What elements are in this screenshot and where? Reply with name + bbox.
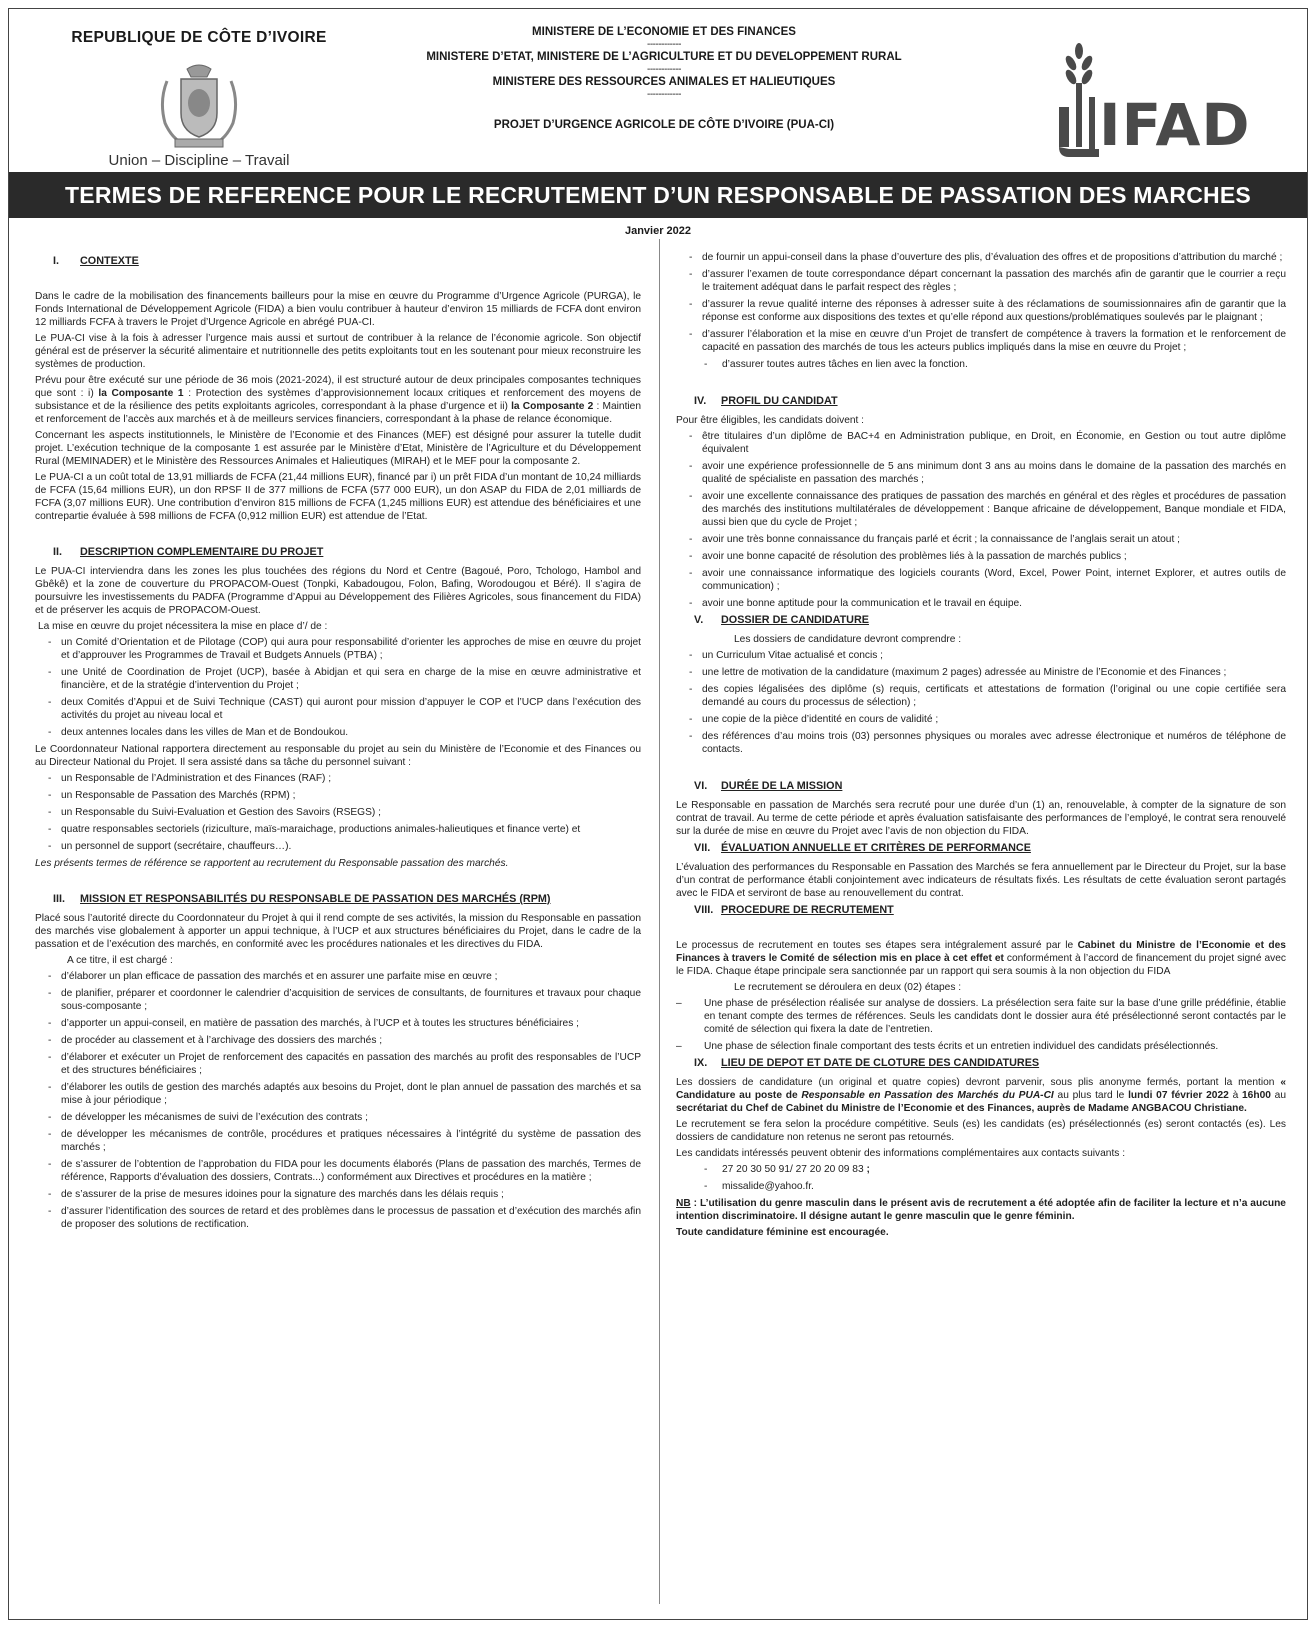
governance-list [35,636,641,739]
paragraph: L’évaluation des performances du Responsable en Passation des Marchés se fera annuellement par le Directeur du Projet, sur la base d’un contrat de performance établi conjointement avec indicateurs de résultats fixés. Les résultats de cette évaluation seront partagés avec le FIDA et serviront de base au renouvellement du contrat. [676,862,1286,899]
paragraph: Le PUA-CI interviendra dans les zones les plus touchées des régions du Nord et Centre (Bagoué, Poro, Tchologo, Hambol and Gbêkê) et la zone de couverture du PROPACOM-Ouest (Tonpki, Kabadougou, Folon, Bafing, Worodougou et Béré). Il s’agira de poursuivre les investissements du PADFA (Programme d’Appui au Développement des Filières Agricoles, sous financement du FIDA) et de préserver les acquis de PROPACOM-Ouest. [35,566,641,616]
section-heading: IV. PROFIL DU CANDIDAT [694,395,838,407]
list-item: – Une phase de sélection finale comportant des tests écrits et un entretien individuel des candidats présélectionnés. [676,1040,1286,1053]
responsibilities-list-continued [676,251,1286,354]
coat-of-arms-icon [157,61,241,153]
paragraph: Le PUA-CI a un coût total de 13,91 milliards de FCFA (21,44 millions EUR), financé par i) un prêt FIDA d’un montant de 10,24 milliards de FCFA (15,64 millions EUR), un don RPSF II de 377 millions de FCFA (577 000 EUR), un don ASAP du FIDA de 2,01 milliards de FCFA (3,07 millions EUR). Une contribution d’environ 815 millions de FCFA (1,245 millions EUR) est attendue des bénéficiaires et une contrepartie évaluée à 598 millions de FCFA (0,912 million EUR) est attendue de l’Etat. [35,472,641,522]
responsibilities-list-last [676,358,1286,371]
section-heading: II. DESCRIPTION COMPLEMENTAIRE DU PROJET [53,546,324,558]
paragraph: Dans le cadre de la mobilisation des financements bailleurs pour la mise en œuvre du Programme d’Urgence Agricole (PURGA), le Fonds International de Développement Agricole (FIDA) a bien voulu contribuer à hauteur d’environ 15 milliards de FCFA dont environ 12 milliards FCFA à travers le Projet d’Urgence Agricole en abrégé PUA-CI. [35,291,641,328]
list-item: - une lettre de motivation de la candidature (maximum 2 pages) adressée au Ministre de l’Economie et des Finances ; [676,666,1286,679]
staff-list [35,772,641,853]
section-heading: III. MISSION ET RESPONSABILITÉS DU RESPONSABLE DE PASSATION DES MARCHÉS (RPM) [53,893,551,905]
paragraph: Le processus de recrutement en toutes ses étapes sera intégralement assuré par le Cabinet du Ministre de l’Economie et des Finances à travers le Comité de sélection mis en place à cet effet et conformément à l’accord de financement du projet signé avec le FIDA. Chaque étape principale sera sanctionnée par un rapport qui sera soumis à la non objection du FIDA [676,940,1286,977]
list-item: - d’élaborer et exécuter un Projet de renforcement des capacités en passation des marchés au profit des responsables de l’UCP et des structures bénéficiaires ; [35,1051,641,1077]
responsibilities-list [35,970,641,1231]
paragraph: Les dossiers de candidature (un original et quatre copies) devront parvenir, sous plis anonyme fermés, portant la mention « Candidature au poste de Responsable en Passation des Marchés du PUA-CI au plus tard le lundi 07 février 2022 à 16h00 au secrétariat du Chef de Cabinet du Ministre de l’Economie et des Finances, auprès de Madame ANGBACOU Christiane. [676,1077,1287,1114]
paragraph: Le recrutement se déroulera en deux (02) étapes : [734,982,962,993]
separator: ------------ [647,89,681,100]
list-item: - de s’assurer de l’obtention de l’approbation du FIDA pour les documents élaborés (Plans de passation des marchés, Termes de référence, Rapports d’évaluation des dossiers, Contrats...) conformément aux Directives et procédures en la matière ; [35,1158,641,1184]
list-item: - une Unité de Coordination de Projet (UCP), basée à Abidjan et qui sera en charge de la mise en œuvre administrative et financière, et de la stratégie d’intervention du Projet ; [35,666,641,692]
list-item: - d’assurer toutes autres tâches en lien avec la fonction. [676,358,1286,371]
list-item: - avoir une bonne aptitude pour la communication et le travail en équipe. [676,597,1286,610]
list-item: - d’assurer l’identification des sources de retard et des problèmes dans le processus de passation et d’exécution des marchés afin de proposer des solutions de rectification. [35,1205,641,1231]
list-item: - être titulaires d’un diplôme de BAC+4 en Administration publique, en Droit, en Économie, en Gestion ou tout autre diplôme équivalent [676,430,1286,456]
republic-name: REPUBLIQUE DE CÔTE D’IVOIRE [71,29,327,46]
document-title: TERMES DE REFERENCE POUR LE RECRUTEMENT D’UN RESPONSABLE DE PASSATION DES MARCHES [9,172,1307,218]
list-item: - de fournir un appui-conseil dans la phase d’ouverture des plis, d’évaluation des offres et de propositions d’attribution du marché ; [676,251,1286,264]
section-heading: I. CONTEXTE [53,255,139,267]
paragraph: Concernant les aspects institutionnels, le Ministère de l’Economie et des Finances (MEF) est désigné pour assurer la tutelle dudit projet. L’exécution technique de la composante 1 est assurée par le Ministère d’Etat, Ministère de l’Agriculture et du Développement Rural (MEMINADER) et le Ministère des Ressources Animales et Halieutiques (MIRAH) et le MEF pour la composante 2. [35,430,641,467]
left-column [35,251,641,1235]
nb-note: NB : L’utilisation du genre masculin dans le présent avis de recrutement a été adoptée afin de faciliter la lecture et n’a aucune intention discriminatoire. Il désigne autant le genre masculin que le genre féminin. [676,1198,1286,1222]
paragraph: Prévu pour être exécuté sur une période de 36 mois (2021-2024), il est structuré autour de deux principales composantes techniques que sont : i) la Composante 1 : Protection des systèmes d’approvisionnement locaux critiques et renforcement des moyens de subsistance et de la résilience des petits exploitants agricoles, correspondant à la phase d’urgence et ii) la Composante 2 : Maintien et renforcement de l’accès aux marchés et à de meilleurs services financiers, correspondant à la phase de relance économique. [35,375,642,425]
list-item: - des références d’au moins trois (03) personnes physiques ou morales avec adresse électronique et numéros de téléphone de contacts. [676,730,1286,756]
list-item: - d’assurer l’élaboration et la mise en œuvre d’un Projet de transfert de compétence à travers la formation et le renforcement de capacité en passation des marchés de tous les acteurs publics impliqués dans la mise en œuvre du Projet ; [676,328,1286,354]
list-item: - d’assurer l’examen de toute correspondance départ concernant la passation des marchés afin de garantir que le courrier a reçu le traitement adéquat dans le parfait respect des règles ; [676,268,1286,294]
list-item: - deux Comités d’Appui et de Suivi Technique (CAST) qui auront pour mission d’appuyer le COP et l’UCP dans l’exécution des activités du projet au niveau local et [35,696,641,722]
ifad-logo-text: IFAD [1099,91,1251,159]
contact-email: - missalide@yahoo.fr. [676,1180,1286,1193]
paragraph: A ce titre, il est chargé : [67,955,173,966]
paragraph: Les dossiers de candidature devront comprendre : [734,634,962,645]
contact-phone: - 27 20 30 50 91/ 27 20 20 09 83 ; [676,1163,1286,1176]
ministry-economy: MINISTERE DE L’ECONOMIE ET DES FINANCES [532,26,796,38]
section-heading: V. DOSSIER DE CANDIDATURE [694,614,869,626]
list-item: - de développer les mécanismes de suivi de l’exécution des contrats ; [35,1111,641,1124]
list-item: - de s’assurer de la prise de mesures idoines pour la signature des marchés dans les délais requis ; [35,1188,641,1201]
document-header [9,9,1307,179]
list-item: - un Responsable du Suivi-Evaluation et Gestion des Savoirs (RSEGS) ; [35,806,641,819]
list-item: - deux antennes locales dans les villes de Man et de Bondoukou. [35,726,641,739]
document-page [8,8,1308,1620]
application-file-list [676,649,1286,756]
section-heading: VIII. PROCEDURE DE RECRUTEMENT [694,904,894,916]
paragraph: Pour être éligibles, les candidats doivent : [676,415,865,426]
separator: ------------ [647,64,681,75]
project-name: PROJET D’URGENCE AGRICOLE DE CÔTE D’IVOIRE (PUA-CI) [493,119,835,131]
list-item: - quatre responsables sectoriels (riziculture, maïs-maraichage, productions animales-halieutiques et finance verte) et [35,823,641,836]
list-item: - d’élaborer un plan efficace de passation des marchés et en assurer une parfaite mise en œuvre ; [35,970,641,983]
list-item: - une copie de la pièce d’identité en cours de validité ; [676,713,1286,726]
list-item: – Une phase de présélection réalisée sur analyse de dossiers. La présélection sera faite sur la base d’une grille prédéfinie, établie en tenant compte des termes de références. Seuls les candidats dont le dossier aura été présélectionné seront contactés par le comité de sélection qui fixera la date de l’entretien. [676,997,1286,1036]
paragraph: Le Coordonnateur National rapportera directement au responsable du projet au sein du Ministère de l’Economie et des Finances ou au Directeur National du Projet. Il sera assisté dans sa tâche du personnel suivant : [35,744,641,768]
section-heading: VII. ÉVALUATION ANNUELLE ET CRITÈRES DE PERFORMANCE [694,842,1031,854]
section-heading: VI. DURÉE DE LA MISSION [694,780,843,792]
list-item: - de développer les mécanismes de contrôle, procédures et pratiques nécessaires à l’intégrité du système de passation des marchés ; [35,1128,641,1154]
list-item: - avoir une expérience professionnelle de 5 ans minimum dont 3 ans au moins dans le domaine de la passation des marchés en qualité de spécialiste en passation des marchés ; [676,460,1286,486]
list-item: - avoir une bonne capacité de résolution des problèmes liés à la passation de marchés publics ; [676,550,1286,563]
list-item: - d’apporter un appui-conseil, en matière de passation des marchés, à l’UCP et à toutes les structures bénéficiaires ; [35,1017,641,1030]
ministry-agriculture: MINISTERE D’ETAT, MINISTERE DE L’AGRICULTURE ET DU DEVELOPPEMENT RURAL [426,51,902,63]
list-item: - des copies légalisées des diplôme (s) requis, certificats et attestations de formation (l’original ou une copie certifiée sera demandé au cours du processus de sélection) ; [676,683,1286,709]
separator: ------------ [647,39,681,50]
recruitment-steps-list [676,997,1286,1053]
section-heading: IX. LIEU DE DEPOT ET DATE DE CLOTURE DES CANDIDATURES [694,1057,1040,1069]
list-item: - avoir une très bonne connaissance du français parlé et écrit ; la connaissance de l’anglais serait un atout ; [676,533,1286,546]
paragraph: Placé sous l’autorité directe du Coordonnateur du Projet à qui il rend compte de ses activités, la mission du Responsable en passation des marchés vise globalement à apporter un appui technique, à l’UCP et aux structures bénéficiaires du Projet, dans le cadre de la passation et de l’exécution des marchés, en conformité avec les procédures nationales et les directives du FIDA. [35,913,641,950]
contacts-list [676,1163,1286,1193]
right-column [676,251,1286,1242]
document-date: Janvier 2022 [624,225,692,237]
list-item: - d’élaborer les outils de gestion des marchés adaptés aux besoins du Projet, dont le plan annuel de passation des marchés et sa mise à jour périodique ; [35,1081,641,1107]
profile-list [676,430,1286,610]
list-item: - avoir une excellente connaissance des pratiques de passation des marchés en général et des règles et procédures de passation des marchés des institutions multilatérales de développement : Banque africaine de développement, Banque mondiale et FIDA, aussi bien que du cycle de Projet ; [676,490,1286,529]
list-item: - de planifier, préparer et coordonner le calendrier d’acquisition de services de consultants, de fournitures et travaux pour chaque sous-composante ; [35,987,641,1013]
national-motto: Union – Discipline – Travail [108,152,290,169]
ministries-block [394,25,934,132]
ministry-animal-resources: MINISTERE DES RESSOURCES ANIMALES ET HALIEUTIQUES [492,76,836,88]
list-item: - avoir une connaissance informatique des logiciels courants (Word, Excel, Power Point, internet Explorer, et autres outils de communication) ; [676,567,1286,593]
list-item: - d’assurer la revue qualité interne des réponses à adresser suite à des réclamations de soumissionnaires afin de garantir que la réponse est conforme aux dispositions des textes et qu’elle répond aux questions/problématiques soulevés par le plaignant ; [676,298,1286,324]
list-item: - un Responsable de Passation des Marchés (RPM) ; [35,789,641,802]
paragraph: Le Responsable en passation de Marchés sera recruté pour une durée d’un (1) an, renouvelable, à compter de la signature de son contrat de travail. Au terme de cette période et après évaluation satisfaisante des performances de l’employé, le contrat sera renouvelé sur la durée de mise en œuvre du Projet avec l’avis de non objection du FIDA. [676,800,1286,837]
list-item: - un Comité d’Orientation et de Pilotage (COP) qui aura pour responsabilité d’orienter les approches de mise en œuvre du projet et d’approuver les Programmes de Travail et Budgets Annuels (PTBA) ; [35,636,641,662]
paragraph: Le PUA-CI vise à la fois à adresser l’urgence mais aussi et surtout de contribuer à la relance de l’économie agricole. Son objectif général est de préserver la sécurité alimentaire et nutritionnelle des petits exploitants tout en les soutenant pour mieux reconstruire les systèmes de production. [35,333,641,370]
paragraph: Les présents termes de référence se rapportent au recrutement du Responsable passation des marchés. [35,858,509,869]
column-divider [659,239,660,1604]
paragraph: Les candidats intéressés peuvent obtenir des informations complémentaires aux contacts suivants : [676,1148,1126,1159]
list-item: - un personnel de support (secrétaire, chauffeurs…). [35,840,641,853]
paragraph: La mise en œuvre du projet nécessitera la mise en place d’/ de : [38,621,328,632]
list-item: - un Responsable de l’Administration et des Finances (RAF) ; [35,772,641,785]
closing-note: Toute candidature féminine est encouragée. [676,1227,889,1238]
list-item: - un Curriculum Vitae actualisé et concis ; [676,649,1286,662]
paragraph: Le recrutement se fera selon la procédure compétitive. Seuls (es) les candidats (es) présélectionnés (es) seront contactés (es). Les dossiers de candidature non retenus ne seront pas retournés. [676,1119,1286,1143]
list-item: - de procéder au classement et à l’archivage des dossiers des marchés ; [35,1034,641,1047]
